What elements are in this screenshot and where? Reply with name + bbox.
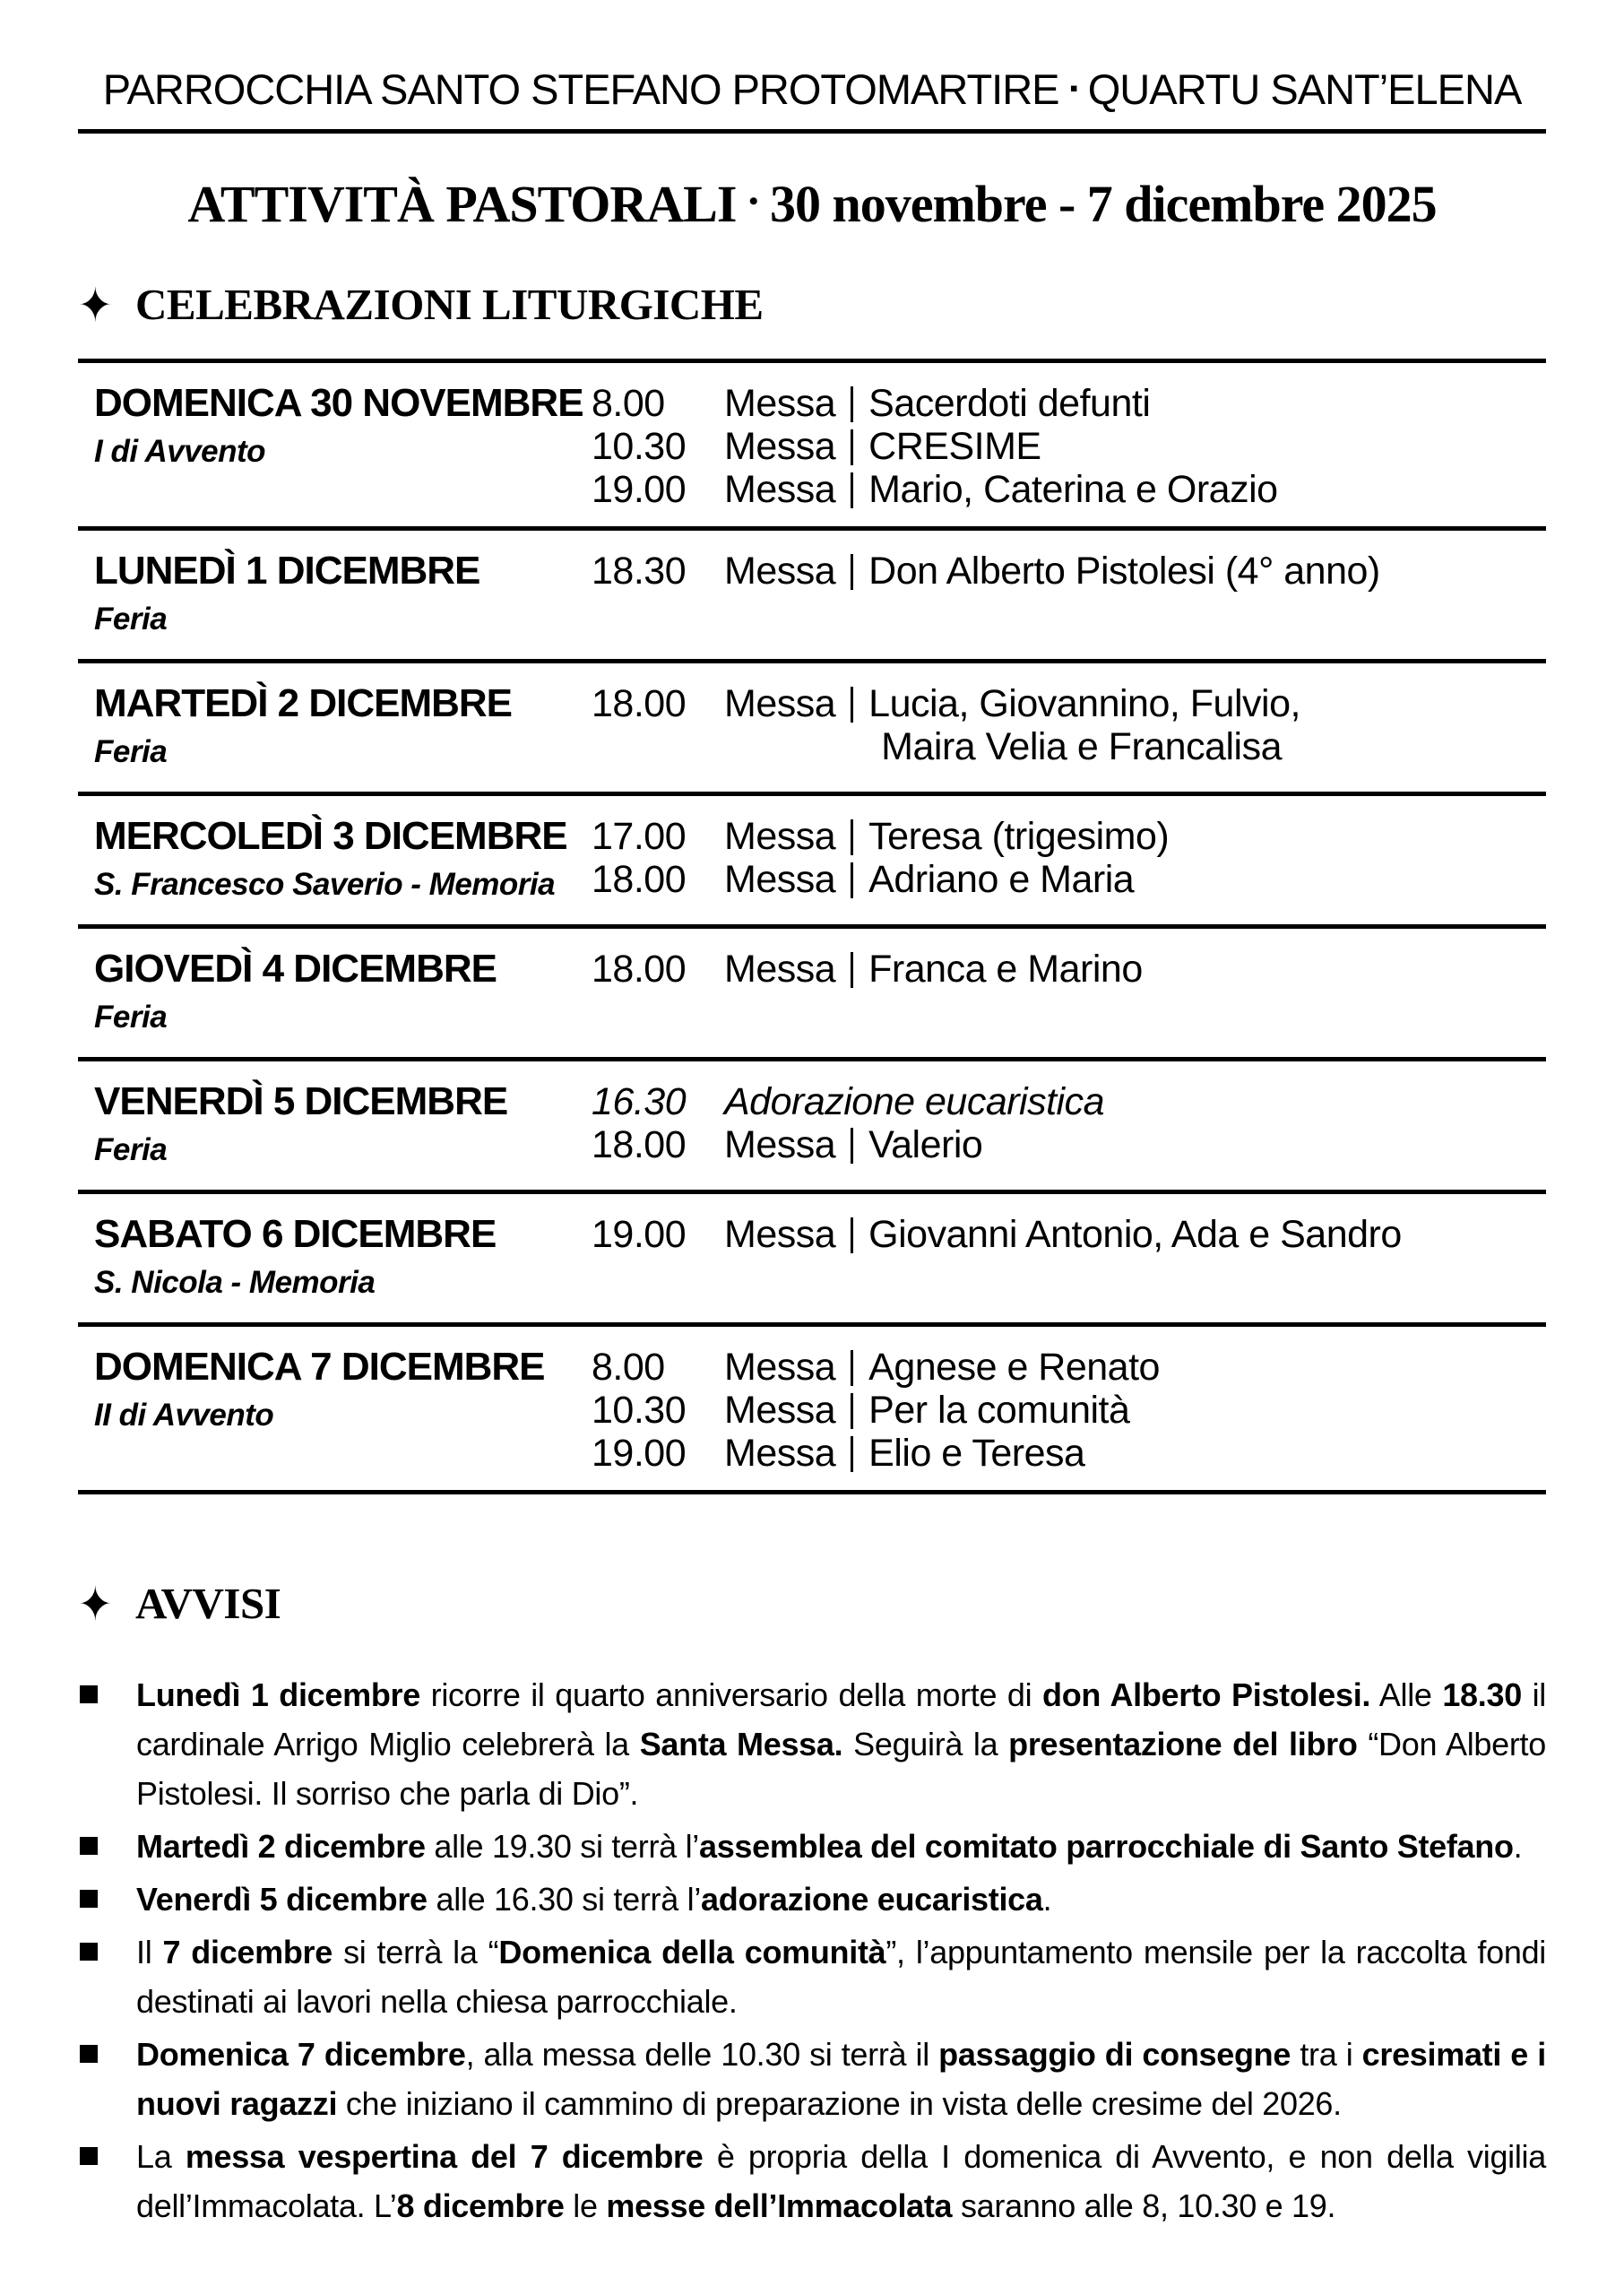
schedule-row bbox=[78, 1057, 1546, 1190]
entry-description bbox=[868, 1213, 1402, 1256]
entries-cell bbox=[592, 1213, 1546, 1307]
day-subtitle: Feria bbox=[94, 734, 168, 769]
entry-description bbox=[868, 858, 1134, 901]
notice-text: Martedì 2 dicembre alle 19.30 si terrà l’assemblea del comitato parrocchiale di Santo Stefano. bbox=[136, 1828, 1523, 1865]
day-subtitle: Feria bbox=[94, 1132, 168, 1167]
entry-description bbox=[868, 1123, 982, 1166]
entry-label: Messa bbox=[724, 682, 836, 725]
entry-time: 19.00 bbox=[592, 1213, 687, 1256]
separator-bar-icon bbox=[851, 952, 853, 988]
separator-bar-icon bbox=[851, 1350, 853, 1386]
entries-cell bbox=[592, 682, 1546, 776]
entry-description-line: Franca e Marino bbox=[868, 948, 1143, 991]
entry-event bbox=[724, 1346, 1160, 1389]
entry-description bbox=[868, 948, 1143, 991]
entry-label: Messa bbox=[724, 1213, 836, 1256]
separator-bar-icon bbox=[851, 1436, 853, 1472]
entry-description-line: CRESIME bbox=[868, 425, 1041, 468]
day-cell bbox=[78, 1213, 592, 1307]
separator-bar-icon bbox=[851, 687, 853, 723]
schedule-entry bbox=[592, 1389, 1546, 1432]
entry-label: Messa bbox=[724, 948, 836, 991]
separator-bar-icon bbox=[851, 862, 853, 898]
day-name: SABATO 6 DICEMBRE bbox=[94, 1212, 497, 1256]
day-cell bbox=[78, 682, 592, 776]
square-bullet-icon bbox=[80, 1943, 98, 1961]
schedule-row bbox=[78, 359, 1546, 526]
entry-time: 8.00 bbox=[592, 382, 665, 425]
schedule-row bbox=[78, 924, 1546, 1057]
section-label-celebrations: CELEBRAZIONI LITURGICHE bbox=[135, 280, 764, 329]
entry-label: Messa bbox=[724, 858, 836, 901]
entries-cell bbox=[592, 948, 1546, 1042]
entry-description bbox=[868, 550, 1380, 593]
day-cell bbox=[78, 948, 592, 1042]
liturgy-schedule-table bbox=[78, 359, 1546, 1494]
schedule-entry bbox=[592, 425, 1546, 468]
entry-time: 19.00 bbox=[592, 468, 687, 511]
notice-text: Domenica 7 dicembre, alla messa delle 10.30 si terrà il passaggio di consegne tra i cresimati e i nuovi ragazzi che iniziano il cammino di preparazione in vista delle cresime del 2026. bbox=[136, 2036, 1546, 2122]
entry-label: Messa bbox=[724, 425, 836, 468]
notice-item bbox=[78, 1875, 1546, 1924]
schedule-entry bbox=[592, 815, 1546, 858]
entry-description bbox=[868, 1389, 1129, 1432]
separator-bar-icon bbox=[851, 1217, 853, 1253]
schedule-entry bbox=[592, 1346, 1546, 1389]
four-pointed-star-icon: ✦ bbox=[78, 1575, 113, 1632]
separator-bar-icon bbox=[851, 386, 853, 422]
day-name: MARTEDÌ 2 DICEMBRE bbox=[94, 681, 513, 725]
entry-description-line: Valerio bbox=[868, 1123, 983, 1166]
entry-description bbox=[868, 1346, 1160, 1389]
entry-time: 18.30 bbox=[592, 550, 687, 593]
day-name: MERCOLEDÌ 3 DICEMBRE bbox=[94, 814, 567, 858]
title-main: ATTIVITÀ PASTORALI bbox=[187, 175, 737, 233]
entry-event bbox=[724, 550, 1380, 593]
four-pointed-star-icon: ✦ bbox=[78, 276, 113, 333]
entry-description-line: Lucia, Giovannino, Fulvio, bbox=[868, 682, 1300, 725]
entry-label: Messa bbox=[724, 382, 836, 425]
entry-description bbox=[868, 1432, 1084, 1475]
separator-bar-icon bbox=[851, 472, 853, 508]
entry-description bbox=[868, 382, 1150, 425]
parish-name: PARROCCHIA SANTO STEFANO PROTOMARTIRE bbox=[102, 65, 1059, 113]
entry-event bbox=[724, 1080, 1104, 1123]
square-bullet-icon bbox=[80, 2045, 98, 2063]
notice-text: Venerdì 5 dicembre alle 16.30 si terrà l’adorazione eucaristica. bbox=[136, 1881, 1052, 1918]
schedule-entry bbox=[592, 1432, 1546, 1475]
entries-cell bbox=[592, 1346, 1546, 1475]
entry-event bbox=[724, 382, 1150, 425]
day-subtitle: S. Francesco Saverio - Memoria bbox=[94, 867, 556, 902]
schedule-entry bbox=[592, 550, 1546, 593]
entry-event bbox=[724, 815, 1169, 858]
entries-cell bbox=[592, 1080, 1546, 1174]
entry-description bbox=[868, 815, 1169, 858]
day-subtitle: S. Nicola - Memoria bbox=[94, 1265, 376, 1300]
entry-label: Messa bbox=[724, 1432, 836, 1475]
day-name: DOMENICA 7 DICEMBRE bbox=[94, 1345, 545, 1389]
entry-description-line: Mario, Caterina e Orazio bbox=[868, 468, 1278, 511]
day-subtitle: II di Avvento bbox=[94, 1398, 274, 1433]
entry-description-line: Giovanni Antonio, Ada e Sandro bbox=[868, 1213, 1402, 1256]
section-heading-celebrations bbox=[78, 276, 1546, 333]
parish-header bbox=[78, 65, 1546, 113]
schedule-row bbox=[78, 1322, 1546, 1490]
schedule-row bbox=[78, 659, 1546, 792]
entry-event bbox=[724, 948, 1143, 991]
schedule-entry bbox=[592, 468, 1546, 511]
separator-bar-icon bbox=[851, 429, 853, 465]
entry-description bbox=[868, 682, 1300, 768]
day-cell bbox=[78, 550, 592, 644]
day-name: DOMENICA 30 NOVEMBRE bbox=[94, 381, 583, 425]
square-bullet-icon bbox=[80, 1890, 98, 1908]
schedule-entry bbox=[592, 858, 1546, 901]
entry-description bbox=[868, 468, 1277, 511]
section-heading-avvisi bbox=[78, 1575, 1546, 1632]
schedule-row bbox=[78, 526, 1546, 659]
entry-description-line: Maira Velia e Francalisa bbox=[881, 725, 1283, 768]
entry-time: 10.30 bbox=[592, 425, 687, 468]
entry-description-line: Teresa (trigesimo) bbox=[868, 815, 1170, 858]
entry-label: Messa bbox=[724, 1346, 836, 1389]
separator-bar-icon bbox=[851, 554, 853, 590]
entry-event bbox=[724, 1389, 1129, 1432]
notice-item bbox=[78, 1822, 1546, 1871]
entry-description-line: Agnese e Renato bbox=[868, 1346, 1160, 1389]
entry-time: 18.00 bbox=[592, 682, 687, 725]
entry-description-line: Sacerdoti defunti bbox=[868, 382, 1151, 425]
notice-text: La messa vespertina del 7 dicembre è propria della I domenica di Avvento, e non della vigilia dell’Immacolata. L’8 dicembre le messe dell’Immacolata saranno alle 8, 10.30 e 19. bbox=[136, 2138, 1546, 2224]
entry-time: 8.00 bbox=[592, 1346, 665, 1389]
title-dates: 30 novembre - 7 dicembre 2025 bbox=[769, 175, 1437, 233]
entry-event bbox=[724, 468, 1278, 511]
notice-item bbox=[78, 2030, 1546, 2128]
entry-event bbox=[724, 1432, 1084, 1475]
schedule-entry bbox=[592, 1123, 1546, 1166]
entry-label: Adorazione eucaristica bbox=[724, 1080, 1105, 1123]
notices-list bbox=[78, 1670, 1546, 2230]
square-bullet-icon bbox=[80, 2147, 98, 2165]
header-separator-square: ▪ bbox=[1069, 74, 1077, 101]
entry-label: Messa bbox=[724, 550, 836, 593]
schedule-entry bbox=[592, 1213, 1546, 1256]
day-name: VENERDÌ 5 DICEMBRE bbox=[94, 1079, 508, 1123]
entries-cell bbox=[592, 815, 1546, 909]
entry-description-line: Per la comunità bbox=[868, 1389, 1130, 1432]
entry-time: 18.00 bbox=[592, 1123, 687, 1166]
parish-location: QUARTU SANT’ELENA bbox=[1087, 65, 1522, 113]
notice-item bbox=[78, 1670, 1546, 1818]
entry-time: 16.30 bbox=[592, 1080, 687, 1123]
entry-event bbox=[724, 1213, 1402, 1256]
entry-description bbox=[868, 425, 1041, 468]
notice-item bbox=[78, 2132, 1546, 2230]
entry-description-line: Adriano e Maria bbox=[868, 858, 1135, 901]
header-rule bbox=[78, 129, 1546, 134]
separator-bar-icon bbox=[851, 1128, 853, 1164]
day-name: GIOVEDÌ 4 DICEMBRE bbox=[94, 947, 497, 991]
entry-label: Messa bbox=[724, 815, 836, 858]
entry-description-line: Don Alberto Pistolesi (4° anno) bbox=[868, 550, 1380, 593]
notice-item bbox=[78, 1927, 1546, 2026]
separator-bar-icon bbox=[851, 819, 853, 855]
entry-event bbox=[724, 425, 1041, 468]
day-name: LUNEDÌ 1 DICEMBRE bbox=[94, 549, 480, 593]
entry-time: 17.00 bbox=[592, 815, 687, 858]
square-bullet-icon bbox=[80, 1685, 98, 1703]
schedule-entry bbox=[592, 1080, 1546, 1123]
schedule-entry bbox=[592, 682, 1546, 768]
schedule-row bbox=[78, 1190, 1546, 1322]
page-title bbox=[78, 173, 1546, 233]
day-subtitle: Feria bbox=[94, 1000, 168, 1035]
title-separator-dot: • bbox=[748, 186, 757, 216]
entries-cell bbox=[592, 382, 1546, 511]
day-cell bbox=[78, 382, 592, 511]
entry-label: Messa bbox=[724, 1389, 836, 1432]
entries-cell bbox=[592, 550, 1546, 644]
schedule-entry bbox=[592, 948, 1546, 991]
notice-text: Lunedì 1 dicembre ricorre il quarto anniversario della morte di don Alberto Pistolesi. Alle 18.30 il cardinale Arrigo Miglio celebrerà la Santa Messa. Seguirà la presentazione del libro “Don Alberto Pistolesi. Il sorriso che parla di Dio”. bbox=[136, 1676, 1547, 1812]
entry-time: 10.30 bbox=[592, 1389, 687, 1432]
notice-text: Il 7 dicembre si terrà la “Domenica della comunità”, l’appuntamento mensile per la raccolta fondi destinati ai lavori nella chiesa parrocchiale. bbox=[136, 1934, 1546, 2020]
entry-label: Messa bbox=[724, 1123, 836, 1166]
square-bullet-icon bbox=[80, 1837, 98, 1855]
entry-description-line: Elio e Teresa bbox=[868, 1432, 1085, 1475]
day-cell bbox=[78, 815, 592, 909]
entry-label: Messa bbox=[724, 468, 836, 511]
entry-time: 18.00 bbox=[592, 858, 687, 901]
schedule-entry bbox=[592, 382, 1546, 425]
day-cell bbox=[78, 1346, 592, 1475]
entry-time: 18.00 bbox=[592, 948, 687, 991]
schedule-row bbox=[78, 792, 1546, 924]
entry-event bbox=[724, 1123, 982, 1166]
day-subtitle: Feria bbox=[94, 602, 168, 637]
entry-event bbox=[724, 858, 1134, 901]
section-label-avvisi: AVVISI bbox=[135, 1579, 281, 1628]
day-subtitle: I di Avvento bbox=[94, 434, 266, 469]
entry-event bbox=[724, 682, 1300, 768]
entry-time: 19.00 bbox=[592, 1432, 687, 1475]
day-cell bbox=[78, 1080, 592, 1174]
separator-bar-icon bbox=[851, 1393, 853, 1429]
